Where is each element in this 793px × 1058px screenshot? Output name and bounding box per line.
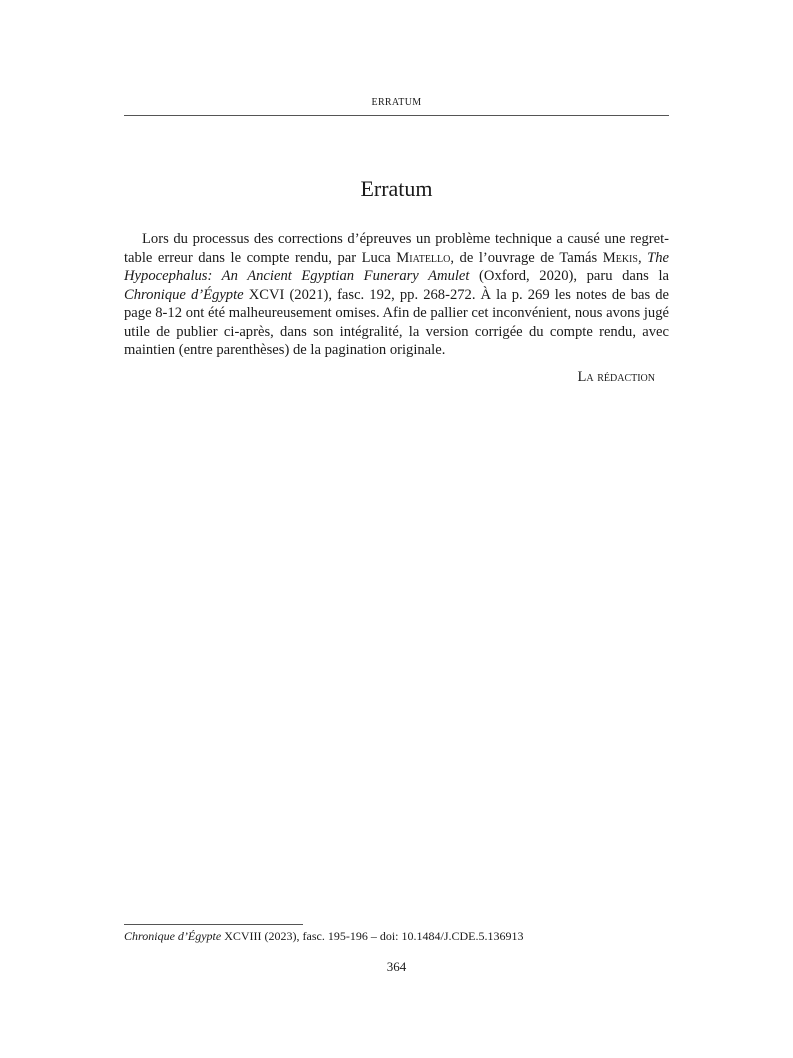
reviewer-name: Miatello (396, 249, 451, 266)
body-text-segment: , (637, 249, 648, 266)
book-author-name: Mekis (602, 249, 638, 266)
footnote-citation: XCVIII (2023), fasc. 195-196 – doi: 10.1484/J.CDE.5.136913 (221, 929, 524, 943)
journal-title: Chronique d’Égypte (124, 286, 244, 303)
body-text-segment: (Oxford, 2020), paru dans la (469, 268, 669, 284)
body-text-segment: , de l’ouvrage de Tamás (450, 249, 603, 266)
body-text-segment: XCVI (2021), fasc. 192, pp. 268-272. À la p. 269 les notes de bas de page 8-12 ont été malheureusement omises. Afin de pallier cet inconvénient, nous avons jugé utile de publier ci-après, dans son intégralité, la version corrigée du compte rendu, avec maintien (entre parenthèses) de la pagination originale. (124, 286, 670, 358)
body-text-segment: Lors du processus des corrections d’épreuves un problème technique a causé une regret-table erreur dans le compte rendu, par Luca (124, 231, 669, 266)
header-rule (124, 115, 669, 116)
book-title: The Hypocephalus: An Ancient Egyptian Funerary Amulet (124, 249, 669, 284)
page-title: Erratum (360, 176, 433, 201)
page-number: 364 (386, 959, 407, 974)
signature: La rédaction (577, 369, 655, 385)
footnote-rule (124, 924, 303, 925)
running-head: ERRATUM (371, 97, 422, 108)
body-paragraph (124, 230, 669, 360)
footnote (124, 929, 669, 944)
footnote-journal-title: Chronique d’Égypte (124, 929, 222, 943)
